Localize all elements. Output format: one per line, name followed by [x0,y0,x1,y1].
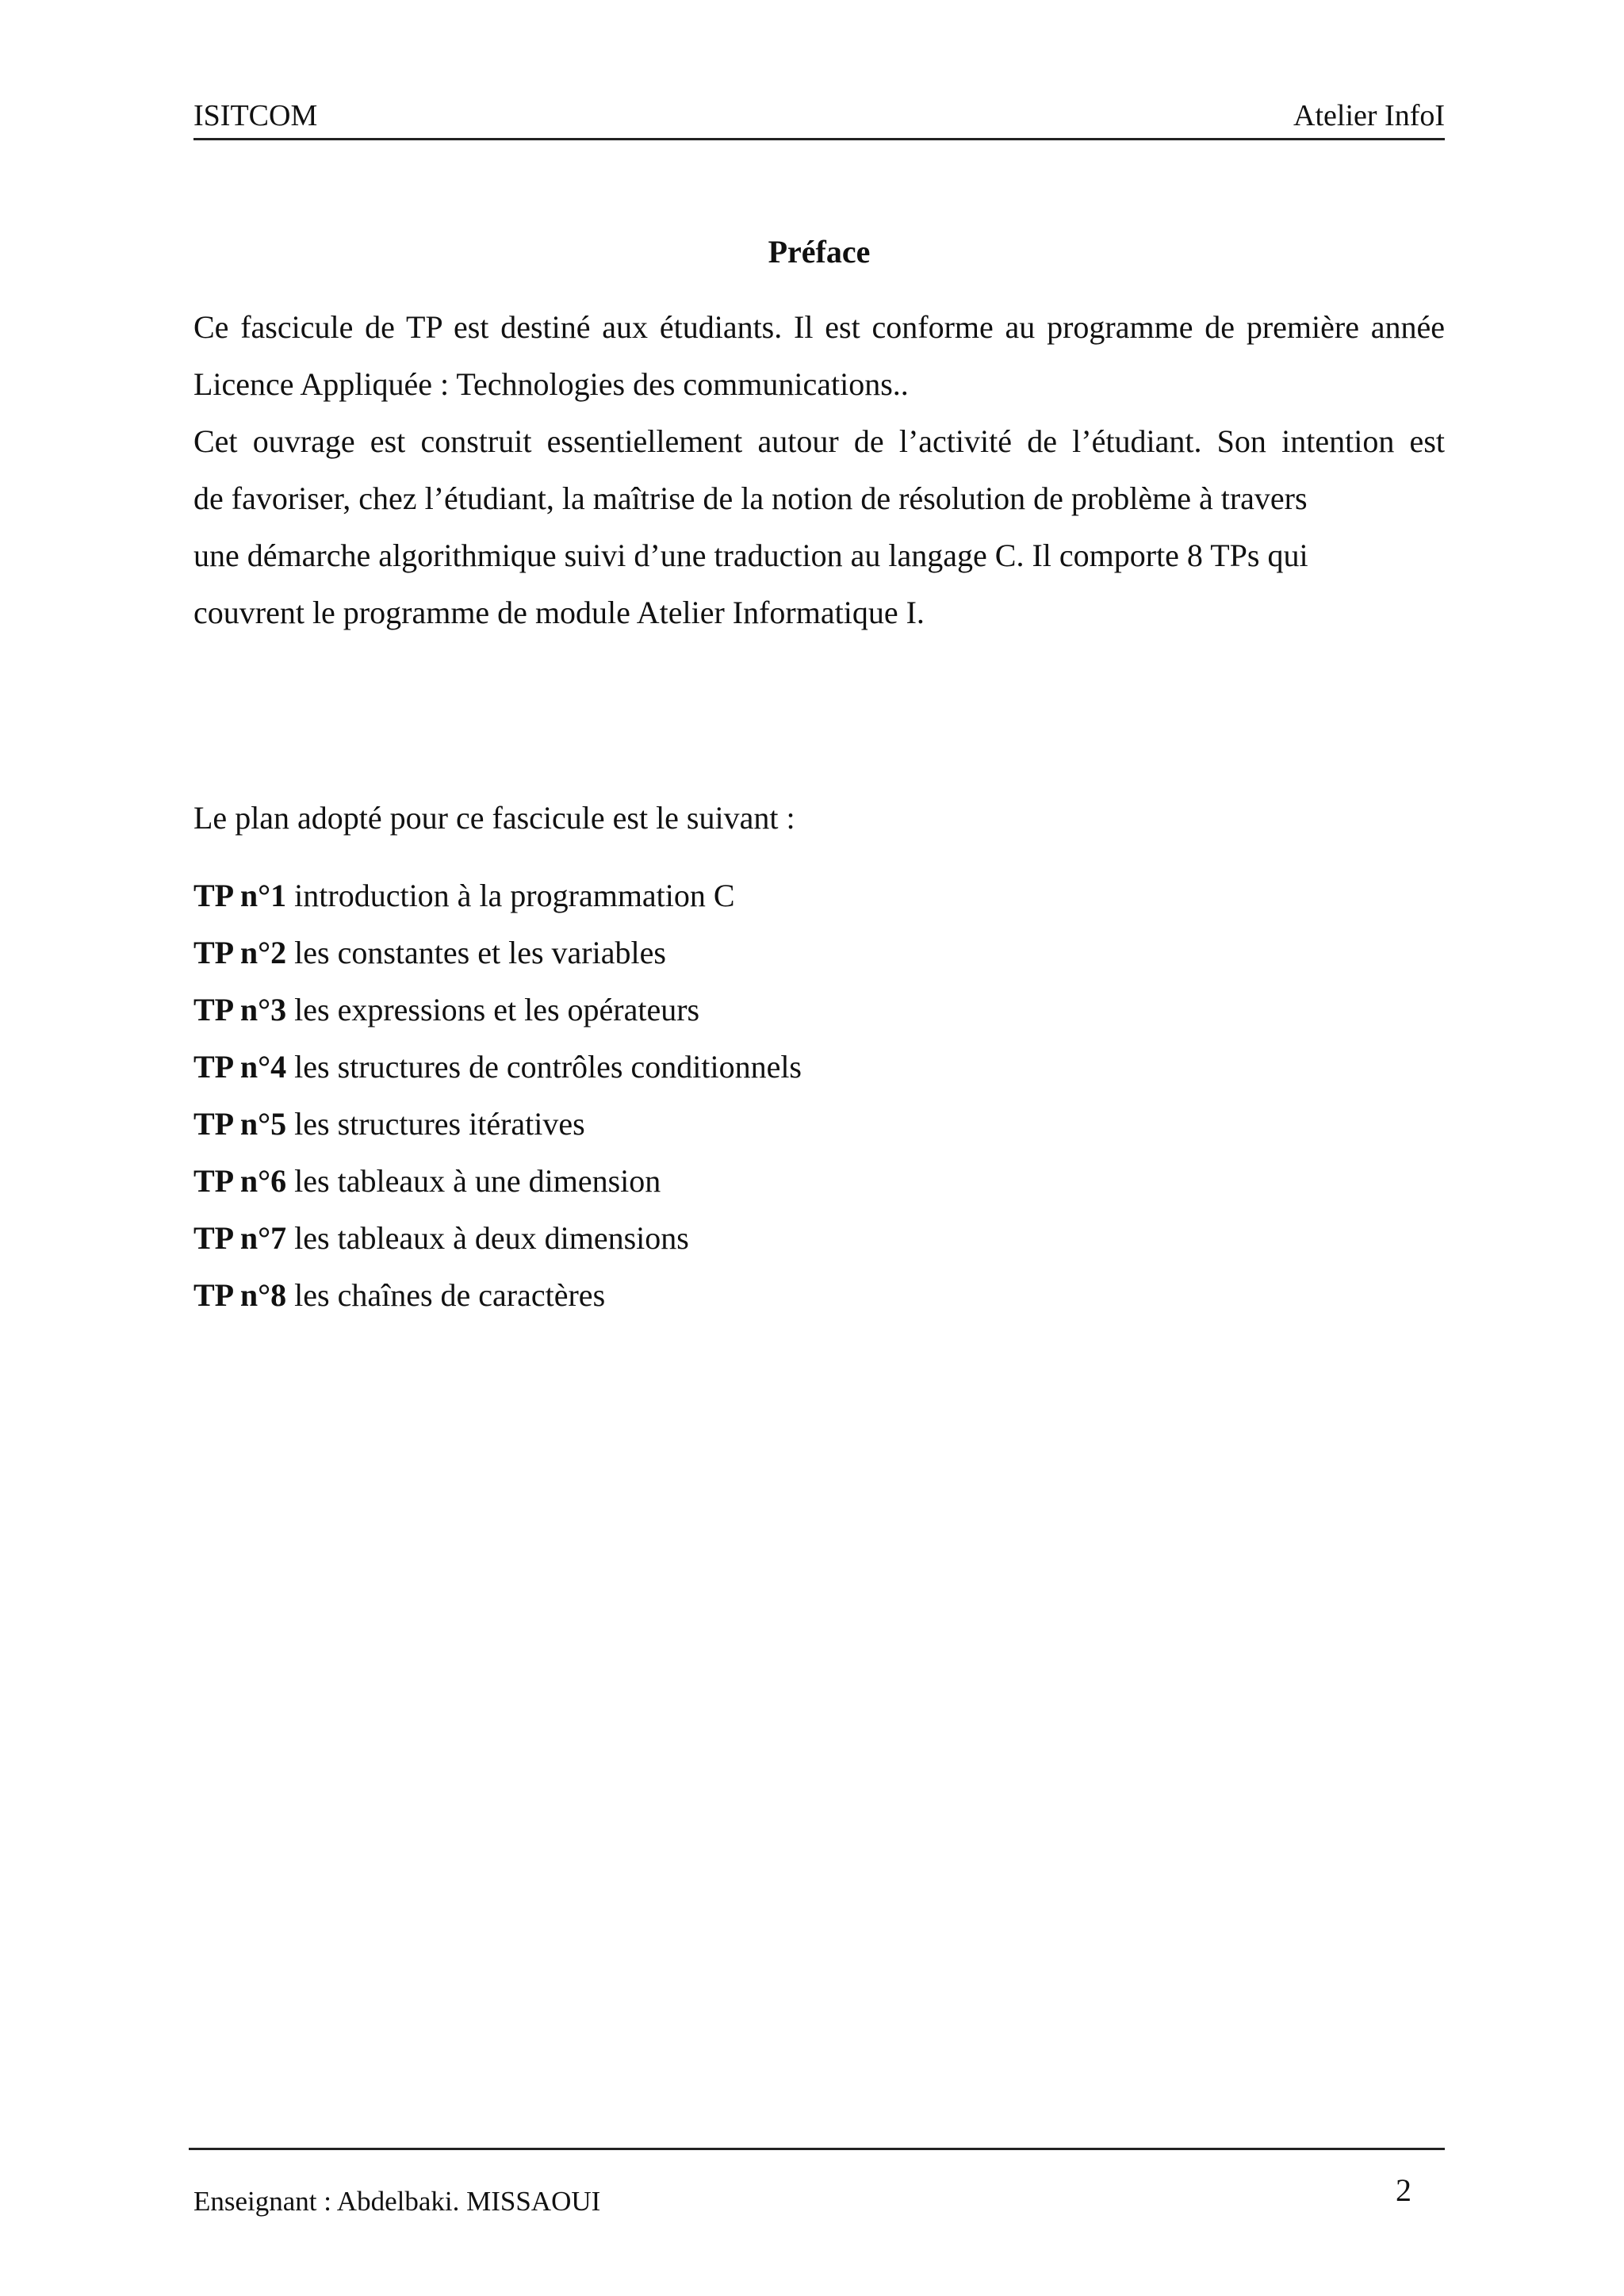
tp-list [193,867,1445,1324]
tp-title: introduction à la programmation C [286,878,735,913]
tp-title: les tableaux à deux dimensions [286,1220,689,1256]
list-item [193,1039,1445,1096]
tp-title: les chaînes de caractères [286,1277,606,1313]
tp-title: les structures itératives [286,1106,585,1142]
paragraph-line: de favoriser, chez l’étudiant, la maîtrise de la notion de résolution de problème à travers [193,480,1308,516]
paragraph-purpose [193,413,1445,641]
tp-number: TP n°6 [193,1163,287,1199]
tp-title: les structures de contrôles conditionnels [286,1049,802,1085]
tp-title: les expressions et les opérateurs [286,992,700,1027]
tp-number: TP n°8 [193,1277,287,1313]
tp-number: TP n°2 [193,935,287,970]
paragraph-line: Licence Appliquée : Technologies des communications.. [193,366,909,402]
page-header [193,94,1445,138]
list-item [193,1153,1445,1210]
header-institution: ISITCOM [193,99,318,132]
header-rule [193,138,1445,140]
paragraph-line: Ce fascicule de TP est destiné aux étudiants. Il est conforme au programme de première année [193,309,1445,345]
list-item [193,1210,1445,1267]
footer-teacher: Enseignant : Abdelbaki. MISSAOUI [193,2186,601,2217]
tp-number: TP n°3 [193,992,287,1027]
paragraph-line: une démarche algorithmique suivi d’une traduction au langage C. Il comporte 8 TPs qui [193,538,1308,573]
tp-title: les tableaux à une dimension [286,1163,661,1199]
list-item [193,867,1445,924]
list-item [193,1267,1445,1324]
footer-rule [189,2148,1445,2150]
tp-title: les constantes et les variables [286,935,666,970]
list-item [193,1096,1445,1153]
paragraph-line: Cet ouvrage est construit essentiellement autour de l’activité de l’étudiant. Son intention est [193,423,1445,459]
tp-number: TP n°5 [193,1106,287,1142]
list-item [193,982,1445,1039]
page-number: 2 [1396,2172,1411,2208]
page-title: Préface [768,234,871,270]
tp-number: TP n°7 [193,1220,287,1256]
tp-number: TP n°1 [193,878,287,913]
tp-number: TP n°4 [193,1049,287,1085]
header-course: Atelier InfoI [1293,99,1445,132]
paragraph-intro [193,299,1445,413]
list-item [193,924,1445,982]
plan-intro: Le plan adopté pour ce fascicule est le suivant : [193,800,795,836]
paragraph-line: couvrent le programme de module Atelier Informatique I. [193,595,925,630]
